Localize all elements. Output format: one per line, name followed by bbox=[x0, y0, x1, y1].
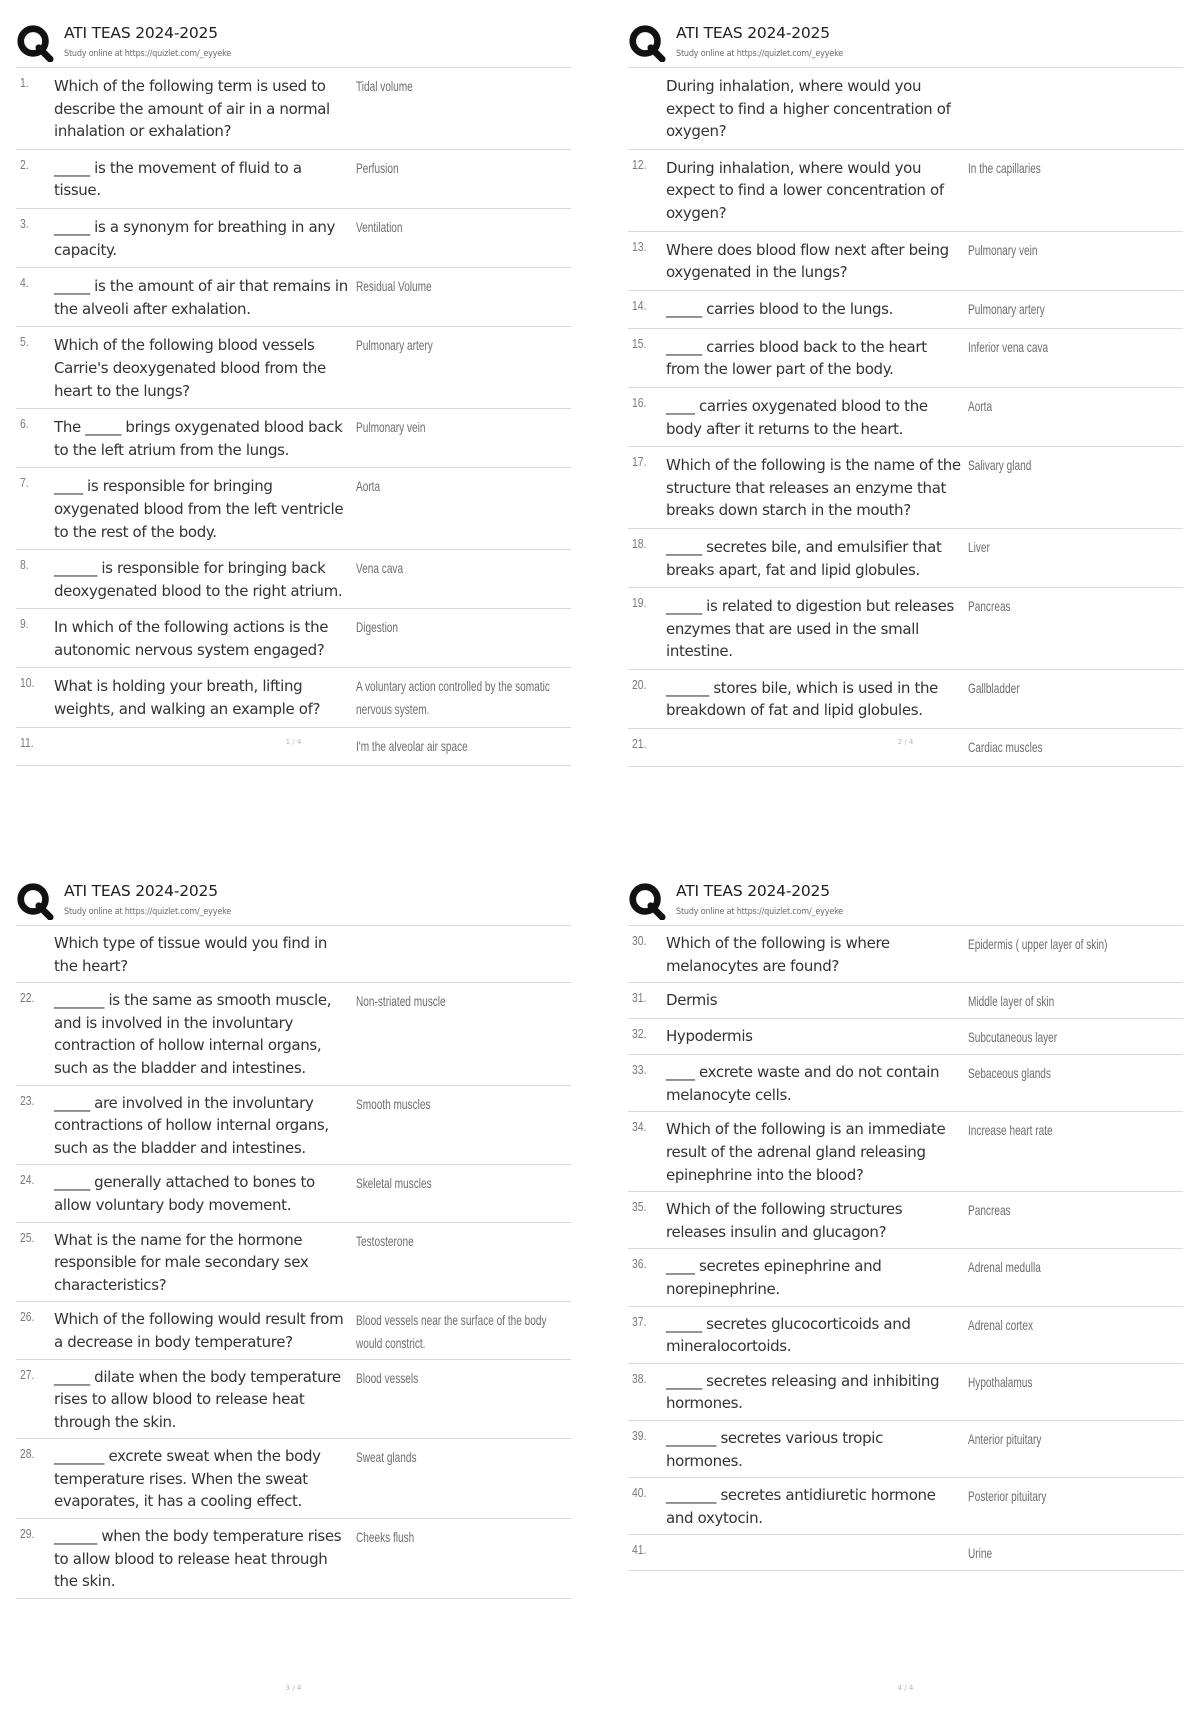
card-definition: Ventilation bbox=[356, 218, 403, 235]
card-definition: Inferior vena cava bbox=[968, 338, 1049, 355]
card-number: 1. bbox=[20, 75, 29, 90]
page-header bbox=[628, 18, 1183, 68]
flashcard-row bbox=[628, 729, 1183, 767]
card-definition: Pulmonary vein bbox=[356, 419, 426, 436]
page-3 bbox=[16, 876, 571, 1716]
card-number: 33. bbox=[632, 1062, 647, 1078]
quizlet-logo-icon bbox=[628, 882, 666, 920]
page-4 bbox=[628, 876, 1183, 1716]
card-definition: Adrenal cortex bbox=[968, 1316, 1034, 1333]
header-subtitle: Study online at https://quizlet.com/_eyyeke bbox=[676, 49, 844, 59]
card-definition: I'm the alveolar air space bbox=[356, 737, 468, 754]
flashcard-row bbox=[628, 670, 1183, 729]
flashcard-row bbox=[628, 1421, 1183, 1478]
card-term: _____ is a synonym for breathing in any capacity. bbox=[54, 217, 336, 259]
card-term: _____ secretes glucocorticoids and mineralocortoids. bbox=[666, 1314, 911, 1356]
card-term: Which of the following term is used to describe the amount of air in a normal inhalation or exhalation? bbox=[54, 77, 330, 141]
flashcard-list bbox=[628, 926, 1183, 1571]
flashcard-row bbox=[16, 409, 571, 468]
card-definition: Sebaceous glands bbox=[968, 1065, 1051, 1082]
card-definition: Anterior pituitary bbox=[968, 1430, 1042, 1447]
card-definition: Pulmonary artery bbox=[968, 300, 1045, 317]
card-term: _____ is the amount of air that remains in the alveoli after exhalation. bbox=[54, 277, 348, 318]
card-number: 34. bbox=[632, 1119, 647, 1135]
card-term: _____ secretes bile, and emulsifier that breaks apart, fat and lipid globules. bbox=[666, 537, 942, 579]
flashcard-row bbox=[16, 1519, 571, 1599]
card-term: Which of the following blood vessels Carrie's deoxygenated blood from the heart to the lungs? bbox=[54, 336, 326, 400]
card-number: 5. bbox=[20, 334, 29, 350]
card-term: _______ is the same as smooth muscle, and is involved in the involuntary contraction of hollow internal organs, such as the bladder and intestines. bbox=[54, 991, 332, 1077]
card-definition: Vena cava bbox=[356, 560, 404, 577]
card-term bbox=[666, 1541, 962, 1563]
card-number: 15. bbox=[632, 335, 647, 351]
card-term: _____ dilate when the body temperature rises to allow blood to release heat through the skin. bbox=[54, 1367, 341, 1431]
header-title: ATI TEAS 2024-2025 bbox=[64, 24, 218, 42]
card-number: 20. bbox=[632, 676, 647, 692]
flashcard-row bbox=[16, 1223, 571, 1303]
flashcard-row bbox=[628, 926, 1183, 983]
flashcard-row bbox=[16, 327, 571, 409]
card-number: 7. bbox=[20, 475, 29, 491]
flashcard-row bbox=[628, 1535, 1183, 1571]
card-term: ____ secretes epinephrine and norepinephrine. bbox=[666, 1257, 882, 1298]
card-definition: Salivary gland bbox=[968, 457, 1032, 474]
header-subtitle: Study online at https://quizlet.com/_eyyeke bbox=[64, 49, 232, 59]
card-definition: Digestion bbox=[356, 619, 399, 636]
card-term: _____ is the movement of fluid to a tissue. bbox=[54, 158, 302, 200]
flashcard-row bbox=[628, 1307, 1183, 1364]
card-number: 6. bbox=[20, 416, 29, 432]
card-term: During inhalation, where would you expect to find a higher concentration of oxygen? bbox=[666, 77, 951, 141]
flashcard-list bbox=[16, 68, 571, 766]
quizlet-logo-icon bbox=[628, 24, 666, 62]
card-term: _____ is related to digestion but releases enzymes that are used in the small intestine. bbox=[666, 597, 954, 661]
flashcard-row bbox=[16, 1302, 571, 1359]
flashcard-row bbox=[628, 1478, 1183, 1535]
card-definition: Sweat glands bbox=[356, 1449, 417, 1466]
flashcard-row bbox=[628, 1112, 1183, 1192]
flashcard-list bbox=[16, 926, 571, 1599]
card-term: ______ is responsible for bringing back deoxygenated blood to the right atrium. bbox=[54, 559, 343, 600]
flashcard-row bbox=[628, 1019, 1183, 1055]
header-title: ATI TEAS 2024-2025 bbox=[676, 24, 830, 42]
card-term: _______ secretes various tropic hormones. bbox=[666, 1428, 883, 1470]
flashcard-row bbox=[16, 1360, 571, 1440]
card-number: 10. bbox=[20, 675, 35, 691]
card-number: 3. bbox=[20, 215, 29, 231]
card-definition: Non-striated muscle bbox=[356, 993, 446, 1010]
card-definition: Pulmonary vein bbox=[968, 241, 1038, 258]
card-term: _____ carries blood back to the heart from the lower part of the body. bbox=[666, 337, 927, 379]
flashcard-list bbox=[628, 68, 1183, 767]
card-number: 4. bbox=[20, 275, 29, 291]
card-term: _____ carries blood to the lungs. bbox=[666, 299, 894, 318]
card-number: 36. bbox=[632, 1256, 647, 1272]
card-definition: Pancreas bbox=[968, 1202, 1011, 1219]
card-definition: Adrenal medulla bbox=[968, 1259, 1041, 1276]
card-term: What is the name for the hormone responsible for male secondary sex characteristics? bbox=[54, 1230, 309, 1294]
header-subtitle: Study online at https://quizlet.com/_eyyeke bbox=[676, 907, 844, 917]
flashcard-row bbox=[628, 232, 1183, 291]
flashcard-row bbox=[16, 209, 571, 268]
card-number: 28. bbox=[20, 1446, 35, 1462]
flashcard-row bbox=[628, 529, 1183, 588]
card-term: The _____ brings oxygenated blood back to the left atrium from the lungs. bbox=[54, 418, 343, 459]
card-term: _______ secretes antidiuretic hormone and oxytocin. bbox=[666, 1486, 936, 1527]
card-definition: Cheeks flush bbox=[356, 1529, 415, 1546]
card-number: 39. bbox=[632, 1427, 647, 1443]
card-number: 37. bbox=[632, 1313, 647, 1329]
page-1 bbox=[16, 18, 571, 858]
card-definition: Blood vessels bbox=[356, 1369, 419, 1386]
card-number: 13. bbox=[632, 238, 647, 254]
card-number: 8. bbox=[20, 557, 29, 573]
page-number: 3 / 4 bbox=[285, 1684, 302, 1692]
flashcard-row bbox=[16, 1086, 571, 1166]
card-definition: Gallbladder bbox=[968, 679, 1020, 696]
card-term: _____ are involved in the involuntary contractions of hollow internal organs, such as the bladder and intestines. bbox=[54, 1093, 329, 1157]
card-term: Dermis bbox=[666, 991, 718, 1010]
card-number: 35. bbox=[632, 1199, 647, 1215]
card-definition: Urine bbox=[968, 1545, 993, 1562]
header-title: ATI TEAS 2024-2025 bbox=[64, 882, 218, 900]
card-definition: Aorta bbox=[968, 397, 993, 414]
card-term: Which of the following would result from a decrease in body temperature? bbox=[54, 1310, 344, 1351]
card-term: ______ when the body temperature rises to allow blood to release heat through the skin. bbox=[54, 1527, 342, 1591]
quizlet-logo-icon bbox=[16, 24, 54, 62]
page-number: 4 / 4 bbox=[897, 1684, 914, 1692]
header-subtitle: Study online at https://quizlet.com/_eyyeke bbox=[64, 907, 232, 917]
card-number: 29. bbox=[20, 1526, 35, 1542]
card-definition: Aorta bbox=[356, 478, 381, 495]
flashcard-row bbox=[16, 468, 571, 550]
flashcard-row bbox=[628, 68, 1183, 150]
card-number: 21. bbox=[632, 736, 647, 752]
card-term: ____ is responsible for bringing oxygenated blood from the left ventricle to the rest of the body. bbox=[54, 477, 344, 541]
flashcard-row bbox=[16, 983, 571, 1085]
card-definition: Tidal volume bbox=[356, 78, 413, 94]
card-number: 32. bbox=[632, 1026, 647, 1042]
flashcard-row bbox=[628, 329, 1183, 388]
card-definition: Cardiac muscles bbox=[968, 739, 1043, 756]
card-number: 40. bbox=[632, 1485, 647, 1501]
flashcard-row bbox=[628, 447, 1183, 529]
card-definition: Posterior pituitary bbox=[968, 1488, 1047, 1505]
card-definition: Epidermis ( upper layer of skin) bbox=[968, 936, 1108, 952]
card-definition: Hypothalamus bbox=[968, 1373, 1033, 1390]
flashcard-row bbox=[16, 68, 571, 150]
card-definition: Residual Volume bbox=[356, 278, 432, 295]
flashcard-row bbox=[16, 150, 571, 209]
header-title: ATI TEAS 2024-2025 bbox=[676, 882, 830, 900]
flashcard-row bbox=[16, 550, 571, 609]
card-number: 31. bbox=[632, 990, 647, 1006]
card-number: 12. bbox=[632, 156, 647, 172]
flashcard-row bbox=[628, 1055, 1183, 1112]
card-term: ____ excrete waste and do not contain melanocyte cells. bbox=[666, 1063, 940, 1104]
card-definition: Subcutaneous layer bbox=[968, 1029, 1058, 1046]
flashcard-row bbox=[16, 1165, 571, 1222]
card-number: 38. bbox=[632, 1370, 647, 1386]
card-definition: Middle layer of skin bbox=[968, 993, 1055, 1010]
card-definition: Liver bbox=[968, 538, 990, 555]
card-number: 19. bbox=[632, 595, 647, 611]
flashcard-row bbox=[628, 291, 1183, 329]
card-definition: A voluntary action controlled by the somatic nervous system. bbox=[356, 678, 550, 718]
card-definition: Perfusion bbox=[356, 159, 399, 176]
card-number: 30. bbox=[632, 933, 647, 948]
card-definition: In the capillaries bbox=[968, 159, 1041, 176]
flashcard-row bbox=[16, 268, 571, 327]
page-2 bbox=[628, 18, 1183, 858]
flashcard-row bbox=[628, 1249, 1183, 1306]
flashcard-row bbox=[628, 150, 1183, 232]
card-term: _______ excrete sweat when the body temperature rises. When the sweat evaporates, it has a cooling effect. bbox=[54, 1447, 321, 1511]
card-definition: Skeletal muscles bbox=[356, 1175, 432, 1192]
card-number: 27. bbox=[20, 1366, 35, 1382]
card-definition: Increase heart rate bbox=[968, 1122, 1053, 1139]
flashcard-row bbox=[628, 1192, 1183, 1249]
card-number: 23. bbox=[20, 1092, 35, 1108]
card-term: Which of the following is an immediate result of the adrenal gland releasing epinephrine into the blood? bbox=[666, 1120, 946, 1184]
card-number: 2. bbox=[20, 156, 29, 172]
card-number: 9. bbox=[20, 616, 29, 632]
card-number: 11. bbox=[20, 734, 34, 750]
card-term: _____ secretes releasing and inhibiting hormones. bbox=[666, 1371, 940, 1413]
card-term: _____ generally attached to bones to allow voluntary body movement. bbox=[54, 1173, 315, 1214]
flashcard-row bbox=[16, 1439, 571, 1519]
card-term: Hypodermis bbox=[666, 1027, 753, 1046]
card-definition: Blood vessels near the surface of the body would constrict. bbox=[356, 1312, 547, 1351]
card-definition: Pancreas bbox=[968, 598, 1011, 615]
page-header bbox=[628, 876, 1183, 926]
card-definition: Smooth muscles bbox=[356, 1095, 431, 1112]
card-number: 14. bbox=[632, 297, 647, 313]
card-number: 16. bbox=[632, 394, 647, 410]
card-term: Where does blood flow next after being oxygenated in the lungs? bbox=[666, 240, 949, 282]
flashcard-row bbox=[16, 728, 571, 766]
card-definition: Pulmonary artery bbox=[356, 337, 433, 354]
flashcard-row bbox=[628, 388, 1183, 447]
card-term: Which of the following structures releases insulin and glucagon? bbox=[666, 1200, 903, 1241]
card-number: 41. bbox=[632, 1542, 647, 1558]
card-term: In which of the following actions is the autonomic nervous system engaged? bbox=[54, 618, 329, 659]
flashcard-row bbox=[628, 983, 1183, 1019]
flashcard-row bbox=[628, 588, 1183, 670]
card-number: 26. bbox=[20, 1309, 35, 1325]
card-term: During inhalation, where would you expect to find a lower concentration of oxygen? bbox=[666, 158, 944, 222]
page-header bbox=[16, 876, 571, 926]
card-number: 24. bbox=[20, 1172, 35, 1188]
card-number: 22. bbox=[20, 990, 35, 1006]
flashcard-row bbox=[628, 1364, 1183, 1421]
card-definition: Testosterone bbox=[356, 1232, 414, 1249]
card-number: 17. bbox=[632, 454, 647, 470]
flashcard-row bbox=[16, 609, 571, 668]
flashcard-row bbox=[16, 926, 571, 983]
page-header bbox=[16, 18, 571, 68]
card-term: Which of the following is where melanocytes are found? bbox=[666, 934, 890, 975]
card-term: Which of the following is the name of the structure that releases an enzyme that breaks down starch in the mouth? bbox=[666, 456, 961, 520]
card-term: ______ stores bile, which is used in the breakdown of fat and lipid globules. bbox=[666, 678, 939, 720]
page-number: 1 / 4 bbox=[285, 738, 302, 746]
card-term: What is holding your breath, lifting weights, and walking an example of? bbox=[54, 677, 321, 719]
quizlet-logo-icon bbox=[16, 882, 54, 920]
card-term: ____ carries oxygenated blood to the body after it returns to the heart. bbox=[666, 396, 928, 438]
flashcard-row bbox=[16, 668, 571, 727]
card-number: 18. bbox=[632, 535, 647, 551]
card-term: Which type of tissue would you find in the heart? bbox=[54, 934, 328, 975]
page-number: 2 / 4 bbox=[897, 738, 914, 746]
card-number: 25. bbox=[20, 1229, 35, 1245]
